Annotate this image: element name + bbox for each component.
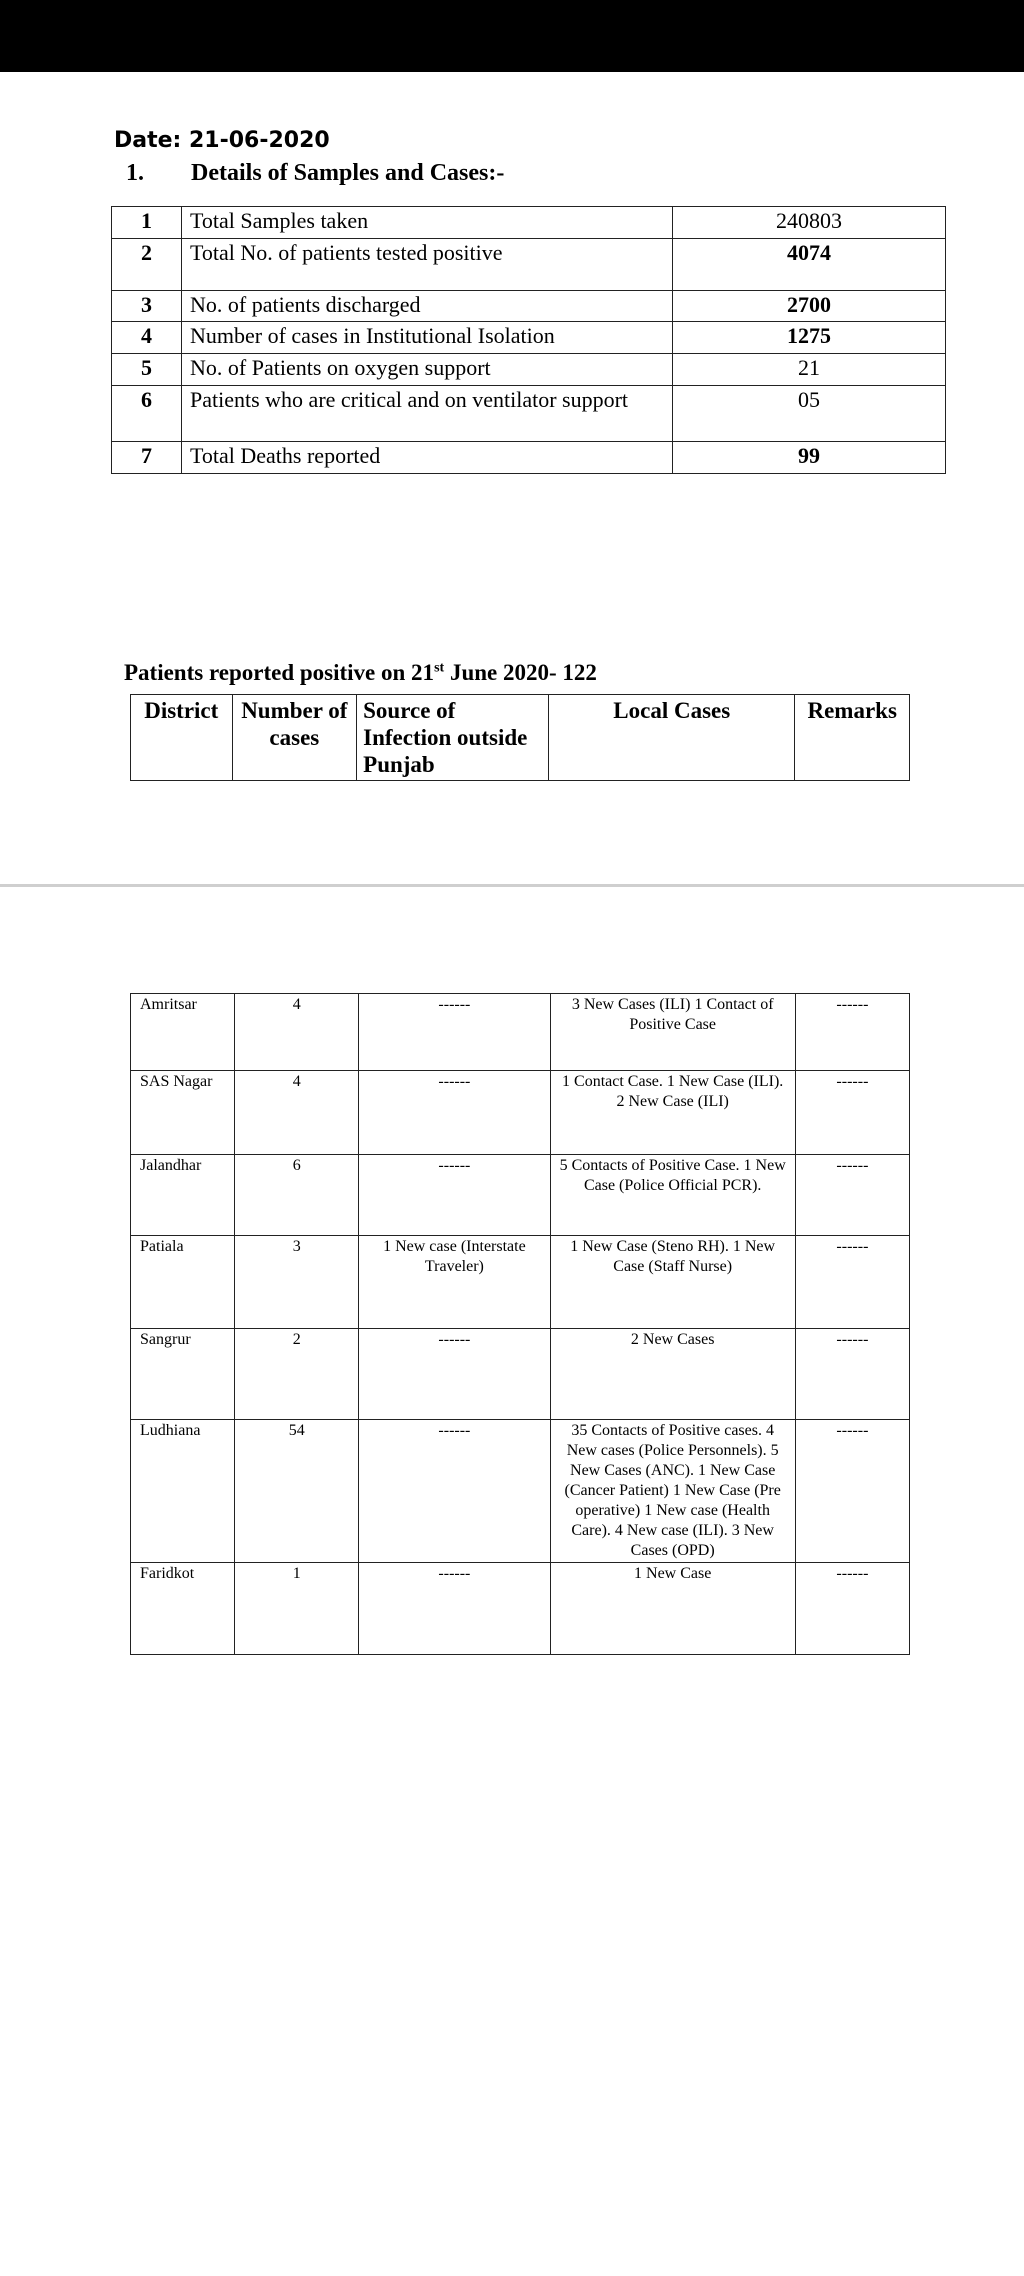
row-number: 5 — [112, 354, 182, 386]
cell-district: SAS Nagar — [131, 1071, 235, 1155]
row-number: 6 — [112, 386, 182, 442]
cell-source: ------ — [359, 1563, 550, 1655]
cell-source: ------ — [359, 1420, 550, 1563]
heading-superscript: st — [434, 660, 445, 676]
table-row — [112, 442, 946, 474]
col-header-district: District — [131, 695, 233, 781]
row-value: 240803 — [673, 207, 946, 239]
cell-cases: 6 — [235, 1155, 359, 1236]
cell-remarks: ------ — [795, 1236, 909, 1329]
samples-cases-table — [111, 206, 946, 474]
row-number: 4 — [112, 322, 182, 354]
cell-district: Ludhiana — [131, 1420, 235, 1563]
table-row — [131, 1420, 910, 1563]
section-number: 1. — [126, 160, 144, 186]
row-value: 2700 — [673, 291, 946, 322]
cell-remarks: ------ — [795, 1071, 909, 1155]
table-row — [112, 354, 946, 386]
cell-remarks: ------ — [795, 1329, 909, 1420]
col-header-remarks: Remarks — [795, 695, 910, 781]
cell-remarks: ------ — [795, 1155, 909, 1236]
row-value: 1275 — [673, 322, 946, 354]
col-header-source: Source of Infection outside Punjab — [357, 695, 549, 781]
table-row — [112, 386, 946, 442]
section-title: Details of Samples and Cases:- — [191, 160, 505, 186]
table-row — [112, 322, 946, 354]
row-label: No. of Patients on oxygen support — [182, 354, 673, 386]
row-label: Number of cases in Institutional Isolation — [182, 322, 673, 354]
page-divider — [0, 884, 1024, 887]
row-label: Total Samples taken — [182, 207, 673, 239]
table-row — [131, 1071, 910, 1155]
table-row — [112, 291, 946, 322]
row-number: 3 — [112, 291, 182, 322]
row-value: 99 — [673, 442, 946, 474]
row-label: Total Deaths reported — [182, 442, 673, 474]
report-date: Date: 21-06-2020 — [114, 128, 330, 153]
cell-cases: 2 — [235, 1329, 359, 1420]
cell-source: ------ — [359, 994, 550, 1071]
heading-text: Patients reported positive on 21 — [124, 660, 435, 685]
cell-district: Faridkot — [131, 1563, 235, 1655]
header-row — [131, 695, 910, 781]
cell-district: Amritsar — [131, 994, 235, 1071]
cell-source: ------ — [359, 1155, 550, 1236]
row-value: 21 — [673, 354, 946, 386]
cell-local: 1 Contact Case. 1 New Case (ILI). 2 New Case (ILI) — [550, 1071, 795, 1155]
cell-cases: 4 — [235, 994, 359, 1071]
table-row — [131, 1563, 910, 1655]
cell-district: Sangrur — [131, 1329, 235, 1420]
row-number: 7 — [112, 442, 182, 474]
cell-local: 1 New Case — [550, 1563, 795, 1655]
row-label: Total No. of patients tested positive — [182, 239, 673, 291]
cell-local: 5 Contacts of Positive Case. 1 New Case (Police Official PCR). — [550, 1155, 795, 1236]
row-value: 05 — [673, 386, 946, 442]
cell-cases: 3 — [235, 1236, 359, 1329]
cell-remarks: ------ — [795, 1563, 909, 1655]
table-row — [131, 1236, 910, 1329]
row-number: 1 — [112, 207, 182, 239]
positive-cases-heading — [124, 660, 597, 686]
cell-district: Patiala — [131, 1236, 235, 1329]
col-header-local: Local Cases — [549, 695, 795, 781]
district-cases-table — [130, 993, 910, 1655]
cell-local: 35 Contacts of Positive cases. 4 New cases (Police Personnels). 5 New Cases (ANC). 1 New Case (Cancer Patient) 1 New Case (Pre operative) 1 New case (Health Care). 4 New case (ILI). 3 New Cases (OPD) — [550, 1420, 795, 1563]
heading-text-tail: June 2020- 122 — [444, 660, 597, 685]
table-row — [131, 994, 910, 1071]
row-value: 4074 — [673, 239, 946, 291]
cell-remarks: ------ — [795, 1420, 909, 1563]
cell-local: 1 New Case (Steno RH). 1 New Case (Staff Nurse) — [550, 1236, 795, 1329]
table-row — [112, 207, 946, 239]
cell-district: Jalandhar — [131, 1155, 235, 1236]
cell-local: 3 New Cases (ILI) 1 Contact of Positive Case — [550, 994, 795, 1071]
table-row — [131, 1155, 910, 1236]
cell-source: ------ — [359, 1071, 550, 1155]
top-black-bar — [0, 0, 1024, 72]
cell-cases: 1 — [235, 1563, 359, 1655]
cell-cases: 4 — [235, 1071, 359, 1155]
cell-cases: 54 — [235, 1420, 359, 1563]
cell-source: 1 New case (Interstate Traveler) — [359, 1236, 550, 1329]
col-header-number: Number of cases — [232, 695, 357, 781]
table-row — [131, 1329, 910, 1420]
row-label: No. of patients discharged — [182, 291, 673, 322]
row-number: 2 — [112, 239, 182, 291]
cell-source: ------ — [359, 1329, 550, 1420]
row-label: Patients who are critical and on ventilator support — [182, 386, 673, 442]
district-header-table — [130, 694, 910, 781]
cell-remarks: ------ — [795, 994, 909, 1071]
cell-local: 2 New Cases — [550, 1329, 795, 1420]
table-row — [112, 239, 946, 291]
